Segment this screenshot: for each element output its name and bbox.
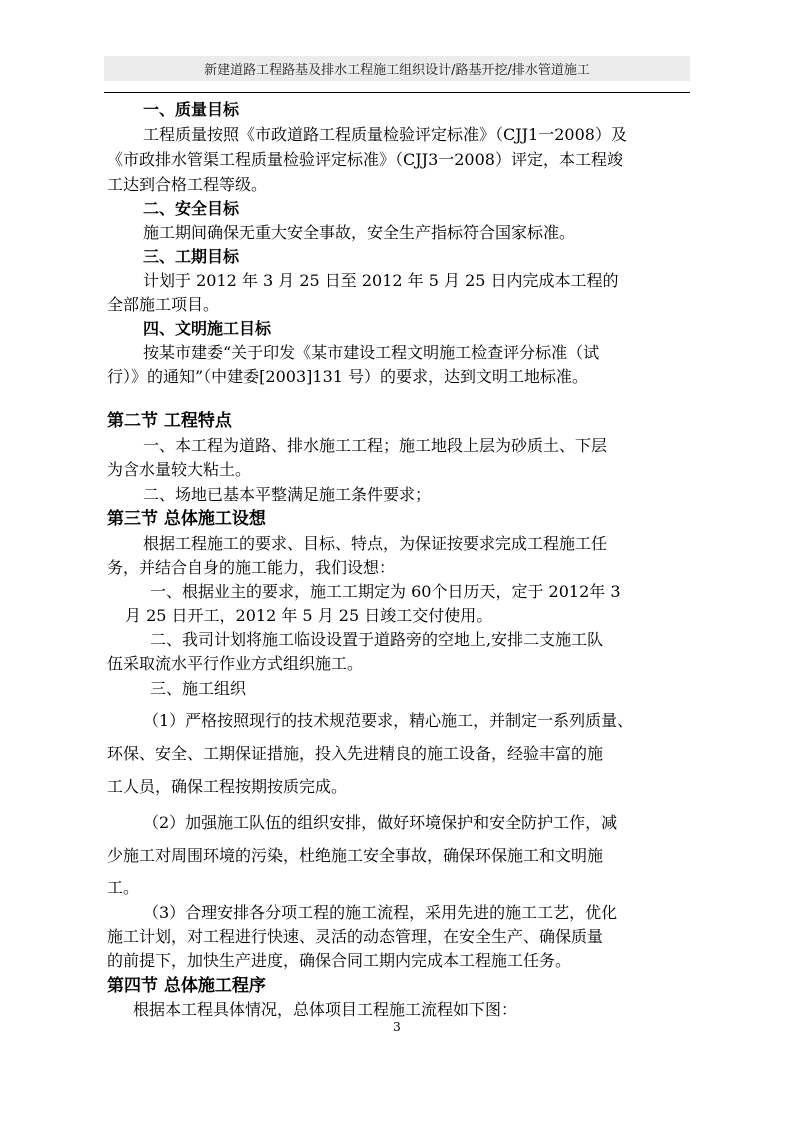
paragraph-line: 二、我司计划将施工临设设置于道路旁的空地上,安排二支施工队 — [150, 630, 604, 649]
paragraph-line: 根据工程施工的要求、目标、特点，为保证按要求完成工程施工任 — [143, 534, 608, 553]
paragraph-line: 二、场地已基本平整满足施工条件要求； — [143, 485, 432, 504]
subheading-construction-organization: 三、施工组织 — [150, 679, 247, 698]
paragraph-line: 的前提下，加快生产进度，确保合同工期内完成本工程施工任务。 — [107, 951, 572, 970]
heading-quality-goal: 一、质量目标 — [143, 100, 240, 119]
paragraph-line: 工。 — [107, 878, 140, 897]
section-heading-overall-concept: 第三节 总体施工设想 — [107, 509, 266, 529]
running-header-title: 新建道路工程路基及排水工程施工组织设计/路基开挖/排水管道施工 — [204, 63, 590, 78]
paragraph-line: 务，并结合自身的施工能力，我们设想： — [107, 558, 396, 577]
paragraph-line: 施工计划，对工程进行快速、灵活的动态管理，在安全生产、确保质量 — [107, 927, 604, 946]
paragraph-line: 为含水量较大粘土。 — [107, 460, 252, 479]
page-number: 3 — [393, 1020, 401, 1034]
paragraph-line: （2）加强施工队伍的组织安排，做好环境保护和安全防护工作，减 — [143, 813, 618, 832]
paragraph-line: 一、本工程为道路、排水施工工程；施工地段上层为砂质土、下层 — [143, 436, 608, 455]
header-rule — [104, 92, 690, 93]
paragraph-line: 全部施工项目。 — [107, 295, 220, 314]
paragraph-line: 工程质量按照《市政道路工程质量检验评定标准》（CJJ1一2008）及 — [143, 125, 627, 144]
paragraph-line: 计划于 2012 年 3 月 25 日至 2012 年 5 月 25 日内完成本工程的 — [143, 271, 619, 290]
paragraph-line: （1）严格按照现行的技术规范要求，精心施工，并制定一系列质量、 — [143, 711, 634, 730]
heading-civilized-construction-goal: 四、文明施工目标 — [143, 319, 272, 338]
section-heading-project-features: 第二节 工程特点 — [107, 411, 232, 431]
section-heading-overall-procedure: 第四节 总体施工程序 — [107, 976, 266, 996]
paragraph-line: （3）合理安排各分项工程的施工流程，采用先进的施工工艺，优化 — [143, 903, 618, 922]
heading-schedule-goal: 三、工期目标 — [143, 247, 240, 266]
paragraph-line: 少施工对周围环境的污染，杜绝施工安全事故，确保环保施工和文明施 — [107, 846, 604, 865]
paragraph-line: 施工期间确保无重大安全事故，安全生产指标符合国家标准。 — [143, 223, 576, 242]
paragraph-line: 工达到合格工程等级。 — [107, 175, 268, 194]
paragraph-line: 伍采取流水平行作业方式组织施工。 — [107, 654, 364, 673]
paragraph-line: 按某市建委“关于印发《某市建设工程文明施工检查评分标准（试 — [143, 343, 600, 362]
paragraph-line: 行）》的通知”（中建委[2003]131 号）的要求，达到文明工地标准。 — [107, 367, 589, 386]
paragraph-line: 月 25 日开工，2012 年 5 月 25 日竣工交付使用。 — [125, 606, 493, 625]
paragraph-line: 工人员，确保工程按期按质完成。 — [107, 777, 348, 796]
paragraph-line: 《市政排水管渠工程质量检验评定标准》（CJJ3一2008）评定，本工程竣 — [107, 150, 623, 169]
heading-safety-goal: 二、安全目标 — [143, 199, 240, 218]
paragraph-line: 环保、安全、工期保证措施，投入先进精良的施工设备，经验丰富的施 — [107, 744, 604, 763]
paragraph-line: 一、根据业主的要求，施工工期定为 60个日历天，定于 2012年 3 — [150, 582, 621, 601]
paragraph-line: 根据本工程具体情况，总体项目工程施工流程如下图： — [133, 1000, 518, 1019]
